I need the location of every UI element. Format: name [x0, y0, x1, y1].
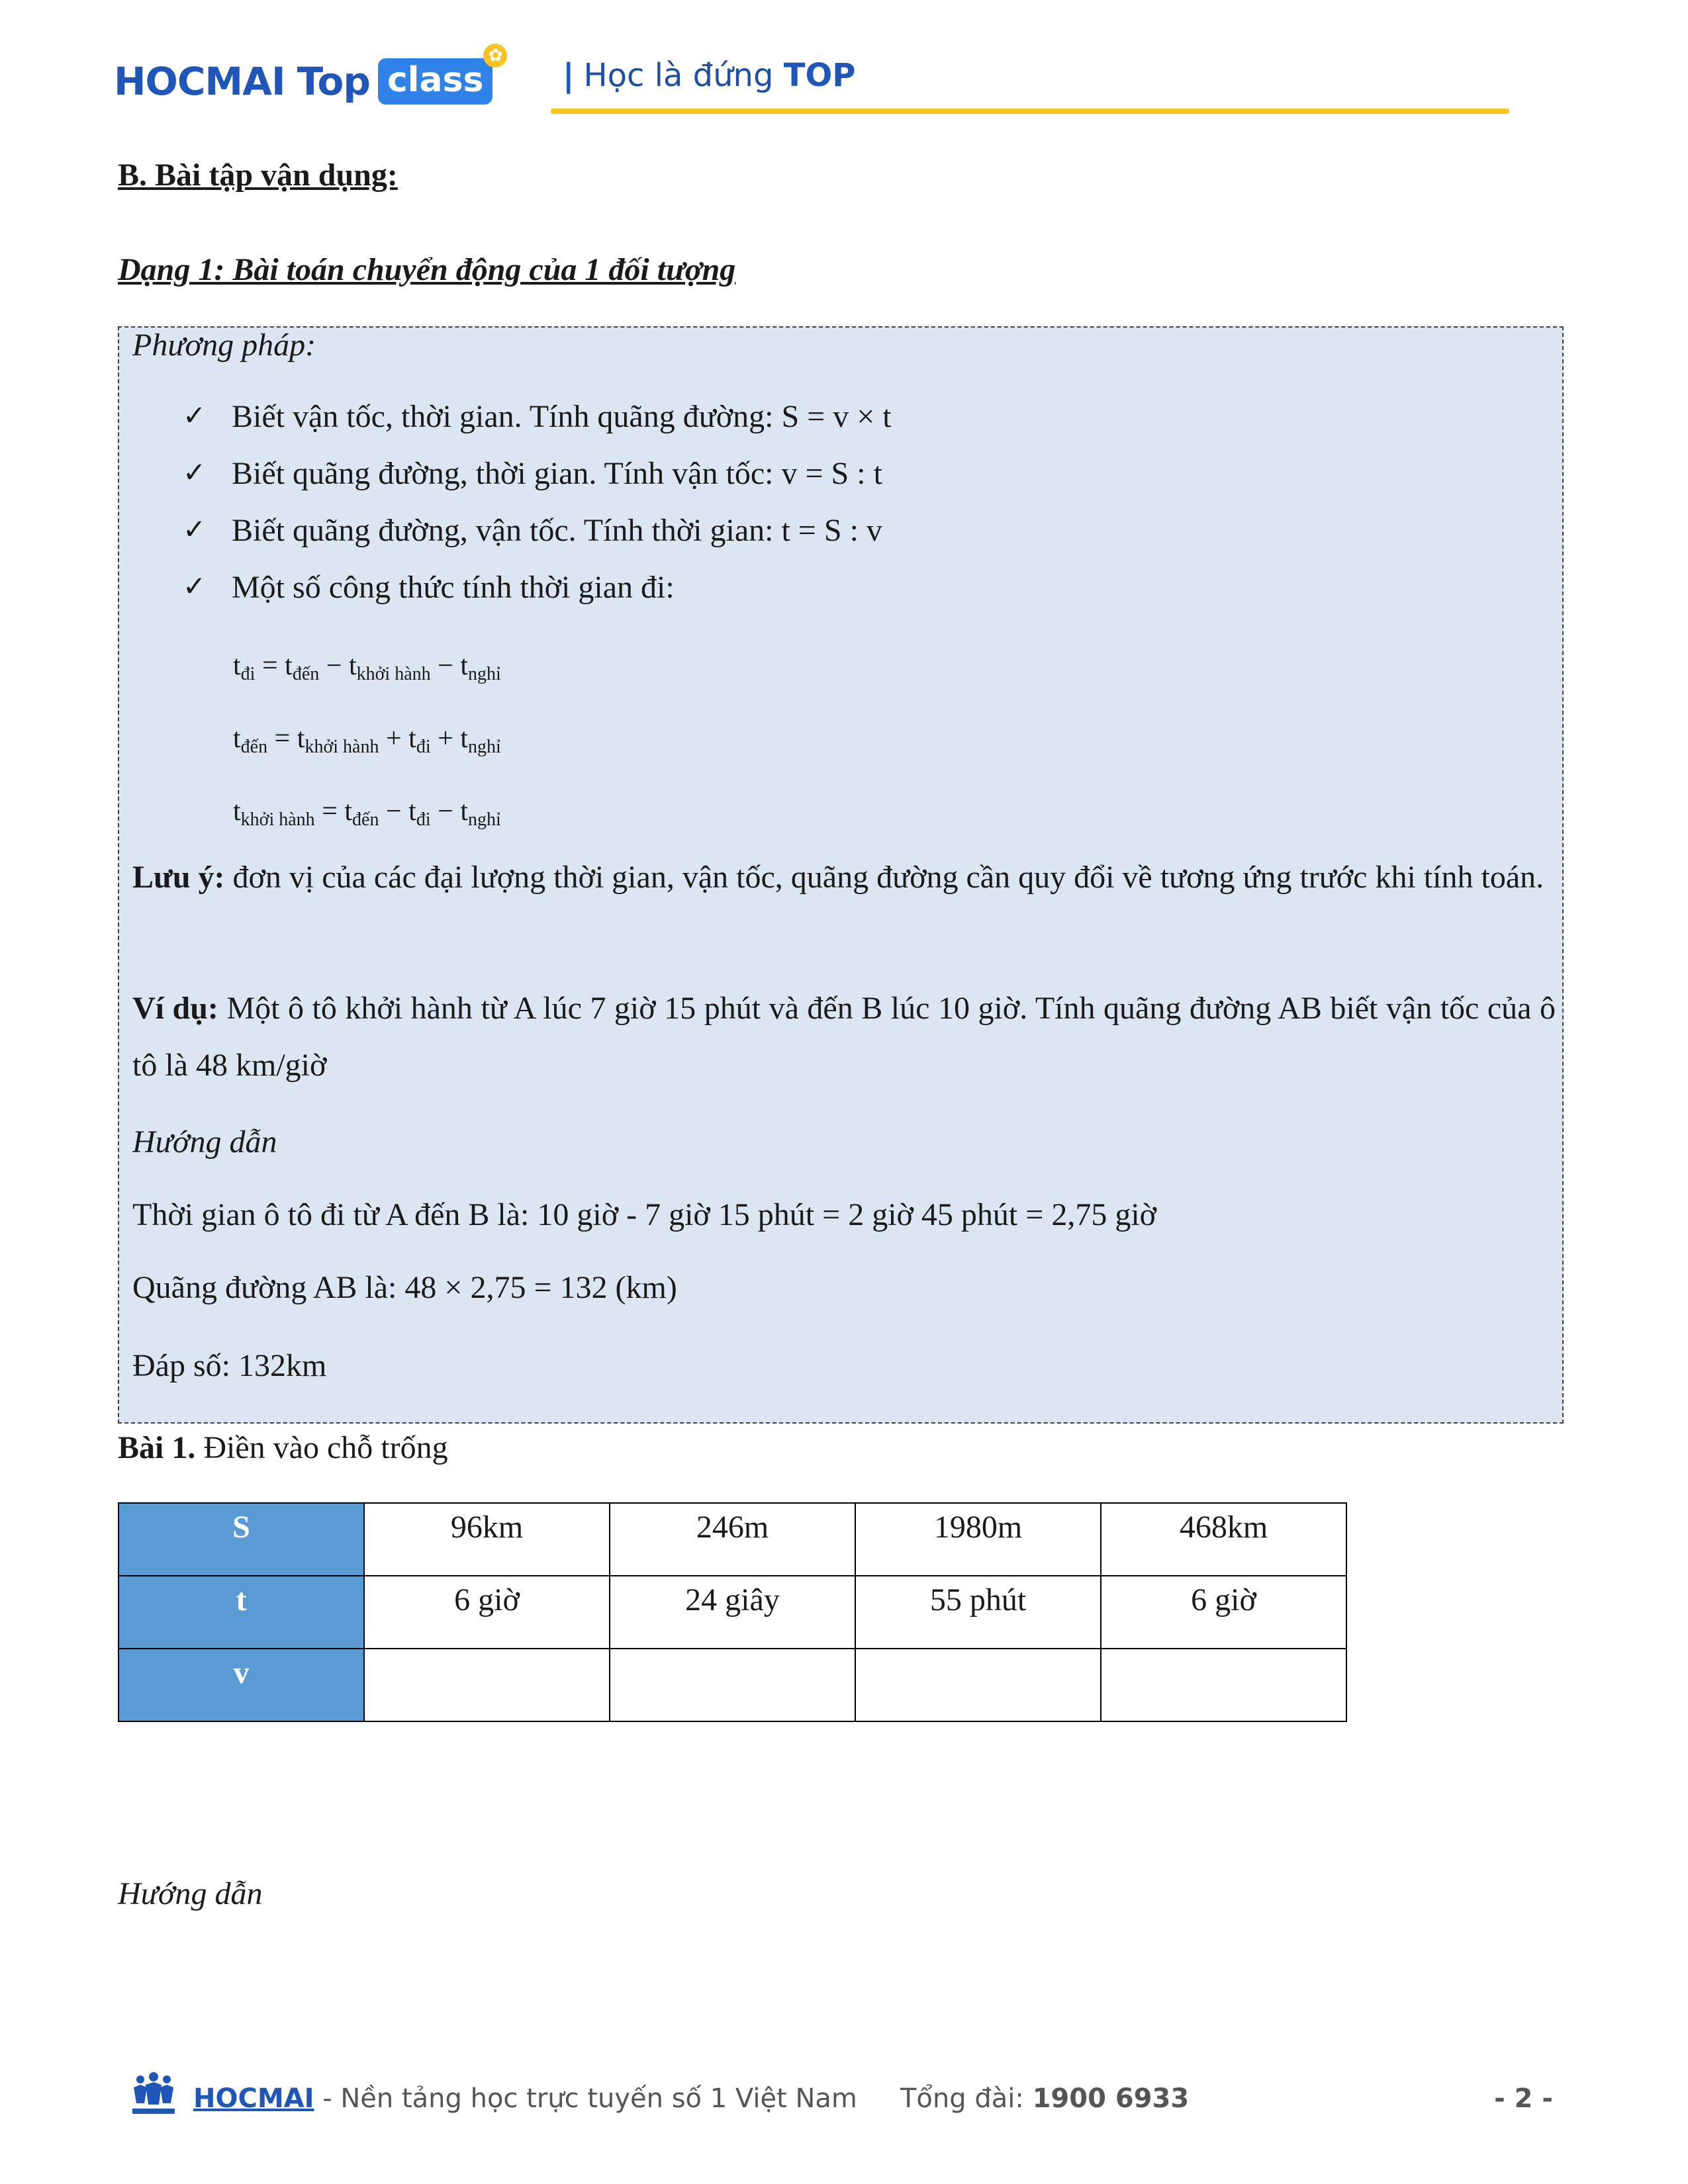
hotline-label: Tổng đài:: [900, 2083, 1033, 2114]
solution-line: Thời gian ô tô đi từ A đến B là: 10 giờ - 7 giờ 15 phút = 2 giờ 45 phút = 2,75 giờ: [132, 1197, 1157, 1232]
slogan-bold: TOP: [783, 57, 856, 94]
slogan-divider: |: [563, 57, 575, 94]
method-item: Biết quãng đường, thời gian. Tính vận tốc: v = S : t: [232, 456, 882, 491]
checkmark-icon: ✓: [183, 570, 207, 602]
example-text: Một ô tô khởi hành từ A lúc 7 giờ 15 phút và đến B lúc 10 giờ. Tính quãng đường AB biết vận tốc của ô tô là 48 km/giờ: [132, 991, 1556, 1083]
table-row: [118, 1503, 1346, 1576]
dang1-title: Dạng 1: Bài toán chuyển động của 1 đối tượng: [118, 252, 736, 287]
checkmark-icon: ✓: [183, 399, 207, 432]
footer-brand-link[interactable]: HOCMAI: [193, 2083, 314, 2114]
checkmark-icon: ✓: [183, 456, 207, 488]
section-title: B. Bài tập vận dụng:: [118, 158, 398, 193]
table-cell-empty: [610, 1649, 855, 1721]
hocmai-topclass-logo: [114, 46, 503, 111]
table-cell-empty: [364, 1649, 610, 1721]
checkmark-icon: ✓: [183, 513, 207, 545]
exercise-guide-title: Hướng dẫn: [118, 1876, 263, 1911]
footer-hotline: [900, 2083, 1189, 2114]
note-paragraph: [132, 849, 1556, 906]
header-slogan: [563, 57, 855, 94]
table-cell-empty: [1101, 1649, 1346, 1721]
logo-hocmai-text: HOCMAI: [114, 59, 285, 104]
page-footer: [130, 2071, 1553, 2124]
solution-line: Quãng đường AB là: 48 × 2,75 = 132 (km): [132, 1270, 677, 1305]
exercise-label: Bài 1.: [118, 1430, 196, 1465]
row-header: S: [118, 1503, 364, 1576]
hotline-number: 1900 6933: [1032, 2083, 1190, 2114]
note-text: đơn vị của các đại lượng thời gian, vận tốc, quãng đường cần quy đổi về tương ứng trước khi tính toán.: [224, 860, 1544, 895]
logo-class-badge: [378, 46, 503, 105]
table-cell: 6 giờ: [1101, 1576, 1346, 1649]
table-cell: 96km: [364, 1503, 610, 1576]
table-cell: 246m: [610, 1503, 855, 1576]
method-title: Phương pháp:: [132, 328, 316, 363]
formula-t-khoi-hanh: $t_{khởi hành} = t_{đến} - t_{đi} - t_{nghỉ}$: [233, 796, 501, 830]
row-header: v: [118, 1649, 364, 1721]
table-cell: 1980m: [855, 1503, 1101, 1576]
example-paragraph: [132, 980, 1556, 1094]
logo-class-text: class: [387, 60, 484, 100]
page-number: - 2 -: [1494, 2083, 1553, 2114]
table-cell-empty: [855, 1649, 1101, 1721]
exercise-title: [118, 1430, 448, 1466]
logo-top-text: Top: [297, 59, 370, 104]
exercise-text: Điền vào chỗ trống: [195, 1430, 448, 1465]
table-cell: 6 giờ: [364, 1576, 610, 1649]
star-icon: ✿: [483, 44, 507, 68]
table-cell: 55 phút: [855, 1576, 1101, 1649]
table-cell: 468km: [1101, 1503, 1346, 1576]
example-label: Ví dụ:: [132, 991, 218, 1026]
table-row: [118, 1576, 1346, 1649]
method-item: Biết quãng đường, vận tốc. Tính thời gian: t = S : v: [232, 513, 882, 548]
slogan-text: Học là đứng: [583, 57, 774, 94]
formula-t-di: $t_{đi} = t_{đến} - t_{khởi hành} - t_{nghỉ}$: [233, 651, 501, 684]
guide-title: Hướng dẫn: [132, 1124, 277, 1160]
method-item: Biết vận tốc, thời gian. Tính quãng đường: S = v × t: [232, 399, 892, 434]
footer-tagline-text: - Nền tảng học trực tuyến số 1 Việt Nam: [314, 2083, 857, 2114]
row-header: t: [118, 1576, 364, 1649]
table-row: [118, 1649, 1346, 1721]
note-label: Lưu ý:: [132, 860, 225, 895]
table-cell: 24 giây: [610, 1576, 855, 1649]
header-underline: [551, 109, 1509, 114]
formula-t-den: $t_{đến} = t_{khởi hành} + t_{đi} + t_{nghỉ}$: [233, 723, 501, 757]
exercise-table: [118, 1502, 1347, 1722]
solution-answer: Đáp số: 132km: [132, 1348, 327, 1383]
method-item: Một số công thức tính thời gian đi:: [232, 570, 675, 605]
hocmai-people-icon: [130, 2071, 177, 2118]
footer-tagline: [193, 2083, 857, 2114]
